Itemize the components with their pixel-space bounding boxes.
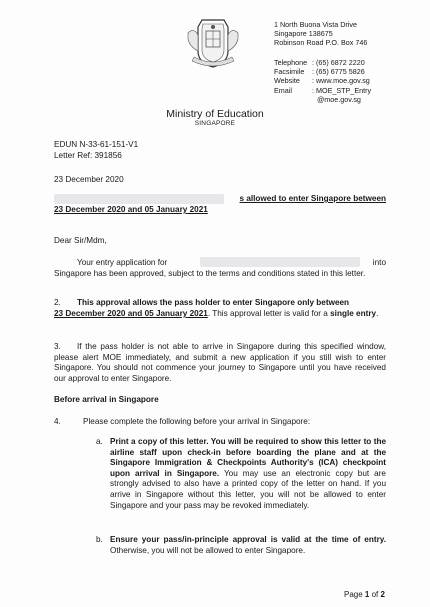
letter-reference: Letter Ref: 391856: [54, 150, 122, 160]
contact-label: Website: [274, 76, 300, 86]
contact-details: [274, 58, 371, 104]
page-number: [344, 590, 385, 599]
item-a-body: [110, 437, 386, 511]
item-a-bold: Print a copy of this letter. You will be required to show this letter to the airline staff upon check-in before boarding the plane and at the Singapore Immigration & Checkpoints Authority's (ICA) checkpoint upon arrival in Singapore.: [110, 437, 386, 478]
para1-into: into: [372, 258, 386, 267]
para3-body: If the pass holder is not able to arrive in Singapore during this specified window, please alert MOE immediately, and submit a new application if you still wish to enter Singapore. You should not commence your journey to Singapore until you have received our approval to enter Singapore.: [54, 342, 386, 383]
para3-number: 3.: [54, 342, 61, 351]
page-total: 2: [380, 590, 385, 599]
reference-block: [54, 140, 386, 161]
para4-body: Please complete the following before your arrival in Singapore:: [83, 417, 311, 426]
contact-row: [274, 58, 371, 67]
item-b-bold: Ensure your pass/in-principle approval is valid at the time of entry.: [110, 535, 386, 544]
page-of: of: [369, 590, 381, 599]
section-heading: Before arrival in Singapore: [54, 395, 159, 404]
contact-row: [274, 95, 371, 104]
para2-number: 2.: [54, 298, 61, 307]
contact-value: @moe.gov.sg: [317, 94, 361, 104]
subject-text: s allowed to enter Singapore between: [239, 194, 386, 203]
contact-row: [274, 86, 371, 95]
letter-date: 23 December 2020: [54, 175, 124, 184]
item-a-label: a.: [96, 437, 103, 446]
item-a-rest: You may use an electronic copy but are strongly advised to also have a printed copy of the letter on hand. If you arrive in Singapore without this letter, you will not be allowed to enter Singapore and your pass may be revoked immediately.: [110, 468, 386, 510]
ministry-name: Ministry of Education: [166, 108, 264, 120]
subject-line-2: [54, 205, 386, 216]
contact-value: : (65) 6775 5826: [312, 67, 365, 77]
para2-single: single entry: [330, 309, 377, 318]
redacted-applicant: [200, 257, 360, 267]
para2-head: [77, 298, 386, 309]
page-prefix: Page: [344, 590, 365, 599]
ministry-address: [274, 20, 367, 48]
edun-reference: EDUN N-33-61-151-V1: [54, 140, 139, 149]
para4-number: 4.: [54, 417, 61, 426]
item-b-label: b.: [96, 535, 103, 544]
address-line: Singapore 138675: [274, 29, 333, 39]
page-current: 1: [364, 590, 370, 599]
contact-value: : (65) 6872 2220: [312, 58, 365, 67]
singapore-moe-crest-icon: [180, 17, 246, 69]
ministry-title: [0, 108, 430, 127]
para2-rest: . This approval letter is valid for a: [207, 309, 331, 318]
subject-dates: 23 December 2020 and 05 January 2021: [54, 205, 208, 214]
contact-label: [274, 95, 312, 104]
redacted-name: [54, 194, 224, 204]
contact-row: [274, 67, 371, 76]
contact-value: : www.moe.gov.sg: [312, 76, 370, 86]
contact-value: : MOE_STP_Entry: [312, 85, 372, 95]
item-b-rest: Otherwise, you will not be allowed to enter Singapore.: [110, 545, 306, 555]
contact-row: [274, 76, 371, 85]
para2-line2: [54, 309, 386, 320]
salutation: Dear Sir/Mdm,: [54, 236, 107, 245]
contact-label: Telephone: [274, 58, 308, 67]
item-b-body: [110, 535, 386, 556]
para1-intro: Your entry application for: [77, 258, 168, 267]
ministry-country: SINGAPORE: [194, 120, 236, 127]
contact-label: Email: [274, 85, 292, 95]
para2-bold: This approval allows the pass holder to enter Singapore only between: [77, 298, 350, 307]
subject-line-1: [224, 194, 386, 205]
para1-body: Singapore has been approved, subject to the terms and conditions stated in this letter.: [54, 269, 366, 278]
para2-end: .: [376, 309, 379, 318]
para2-dates: 23 December 2020 and 05 January 2021: [54, 309, 208, 318]
address-line: Robinson Road P.O. Box 746: [274, 38, 368, 48]
contact-label: Facsimile: [274, 67, 305, 77]
address-line: 1 North Buona Vista Drive: [274, 20, 357, 29]
